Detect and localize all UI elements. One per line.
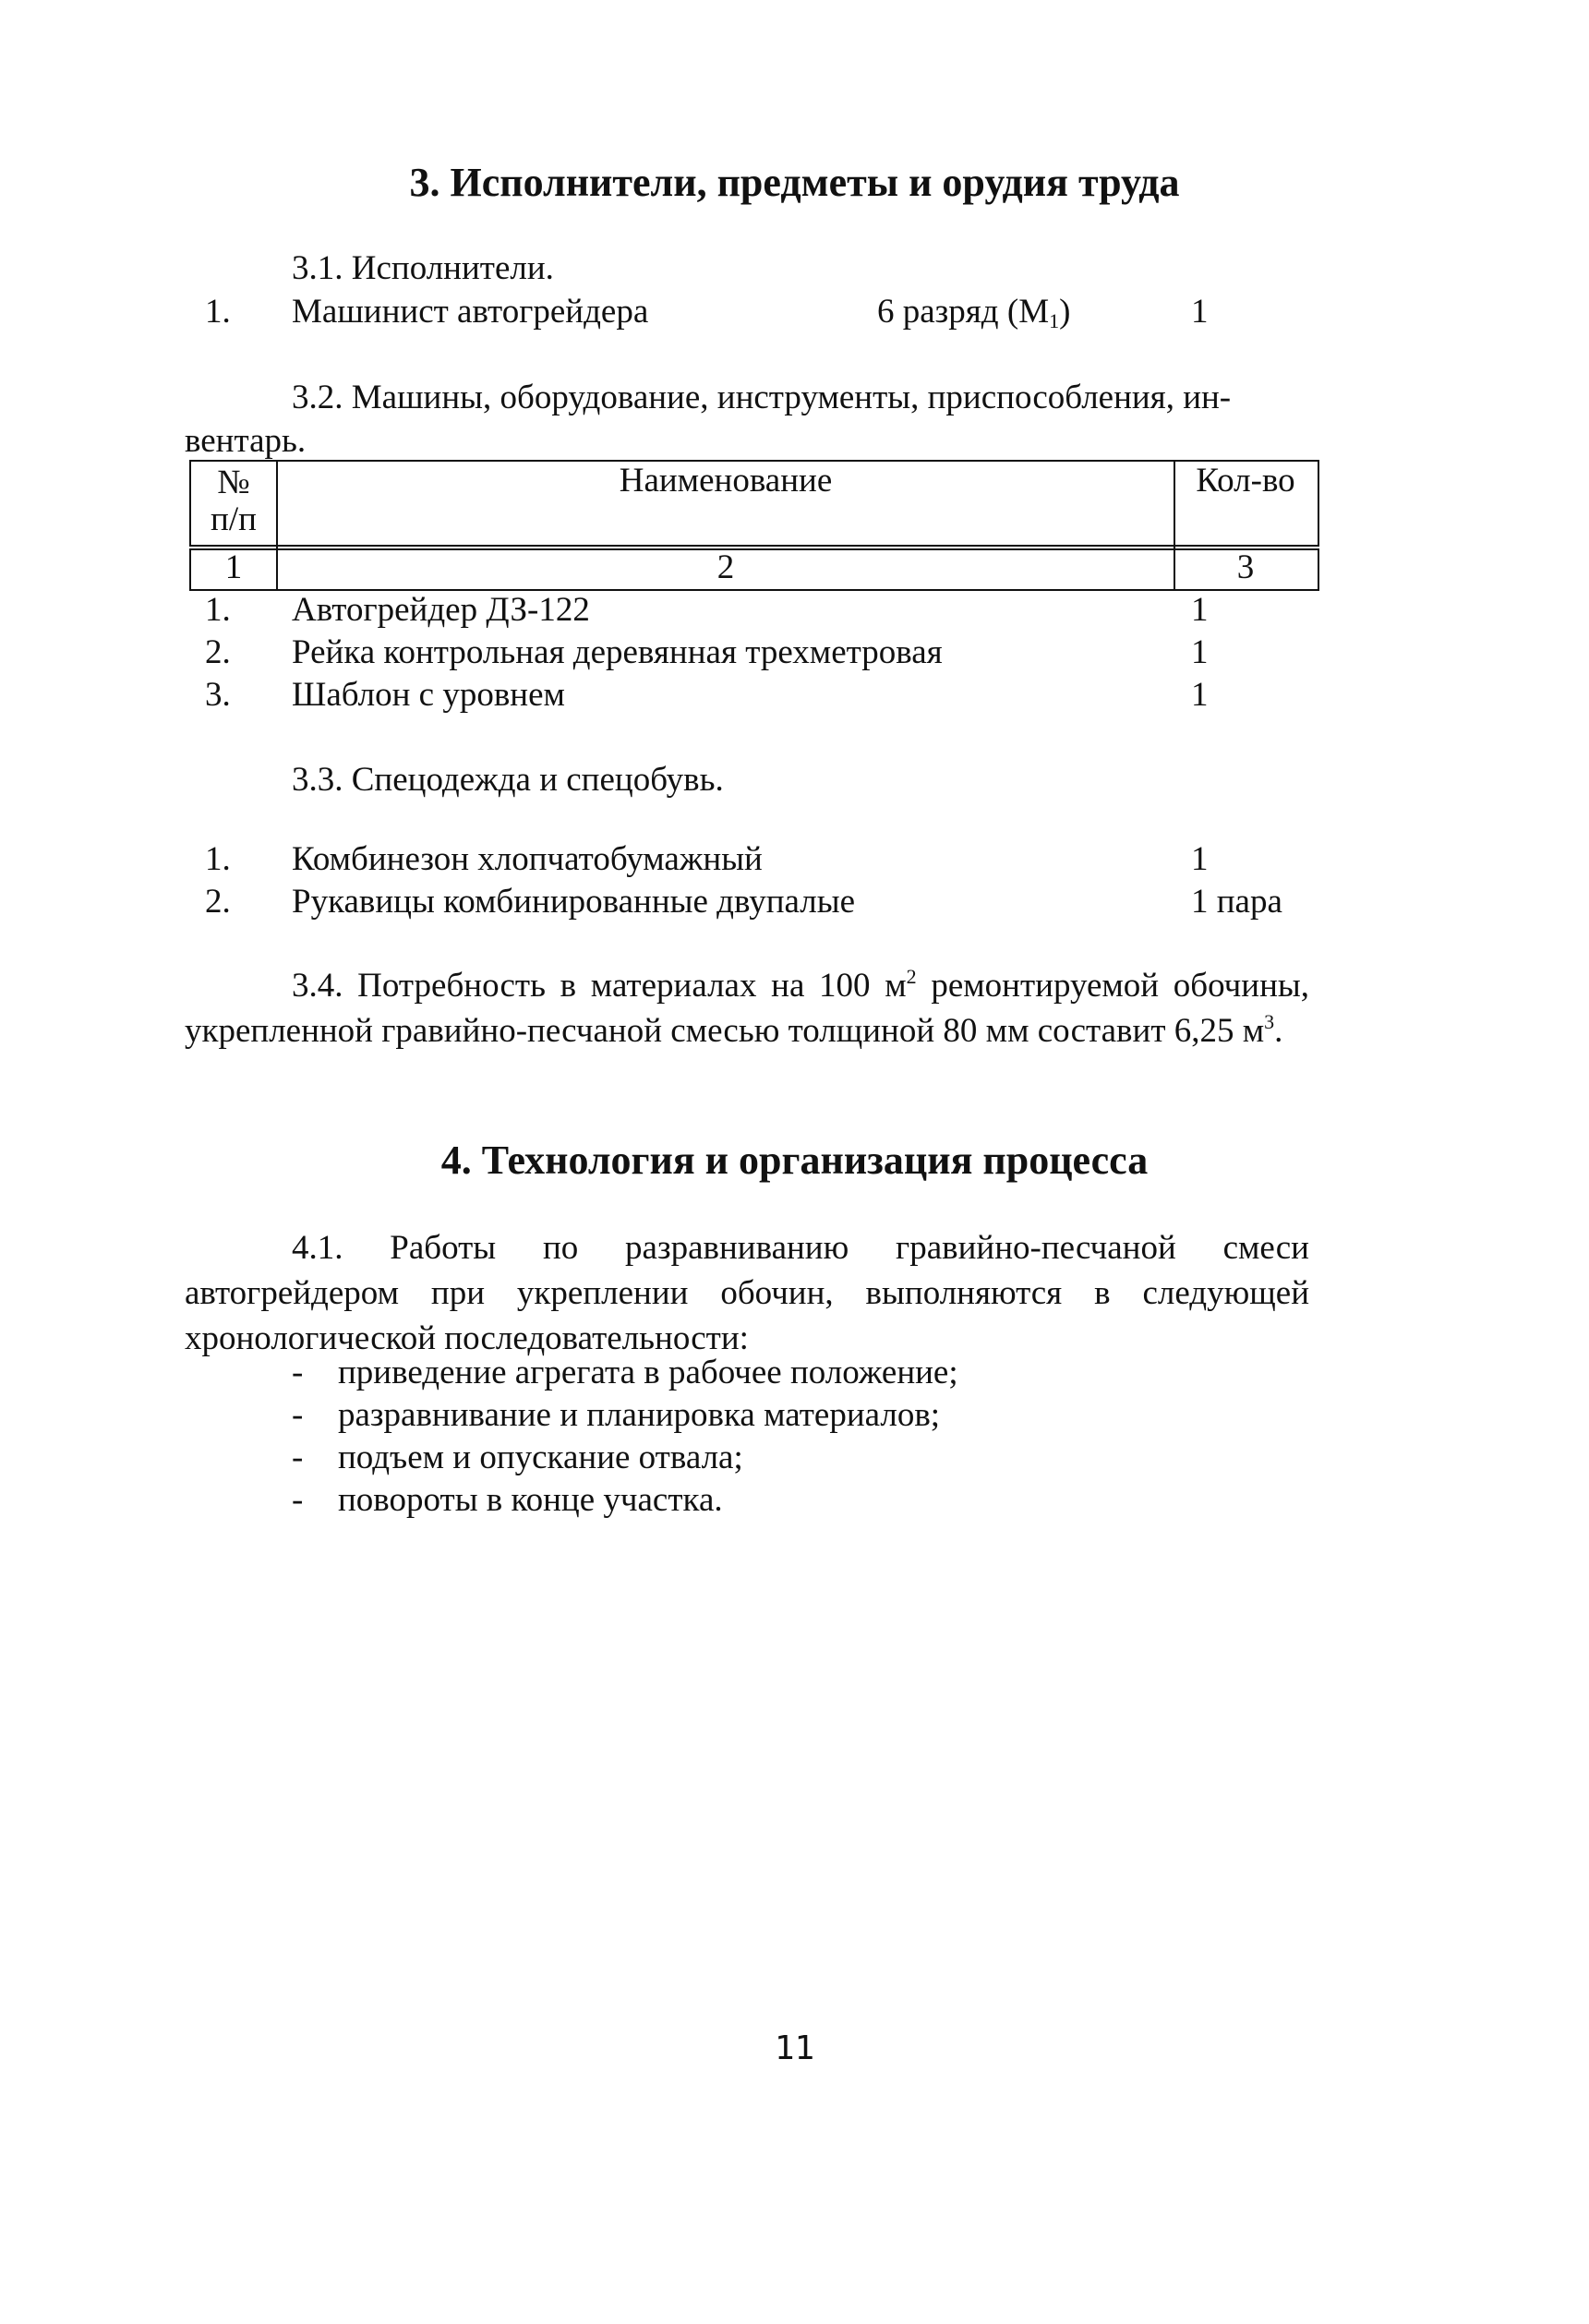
- list-item: повороты в конце участка.: [338, 1481, 723, 1519]
- row-name: Машинист автогрейдера: [292, 293, 649, 331]
- row-quantity: 1: [1191, 293, 1209, 331]
- list-item: подъем и опускание отвала;: [338, 1439, 743, 1476]
- row-quantity: 1: [1191, 840, 1209, 878]
- row-quantity: 1: [1191, 591, 1209, 629]
- list-item: разравнивание и планировка материалов;: [338, 1396, 941, 1434]
- subsection-3-2-label-line1: 3.2. Машины, оборудование, инструменты, приспособления, ин-: [292, 379, 1232, 416]
- row-number: 3.: [205, 676, 231, 714]
- subsection-3-2-label-line2: вентарь.: [185, 422, 307, 460]
- row-number: 1.: [205, 591, 231, 629]
- row-quantity: 1: [1191, 676, 1209, 714]
- section-4-title: 4. Технология и организация процесса: [440, 1138, 1149, 1183]
- table-header-qty: Кол-во: [1196, 462, 1295, 500]
- row-quantity: 1 пара: [1191, 883, 1282, 921]
- page-number: 11: [774, 2029, 815, 2067]
- table-header-num-line2: п/п: [211, 500, 257, 538]
- table-index-cell: 2: [716, 548, 735, 586]
- list-item: приведение агрегата в рабочее положение;: [338, 1354, 958, 1391]
- bullet-marker: -: [292, 1439, 304, 1476]
- row-name: Рукавицы комбинированные двупалые: [292, 883, 855, 921]
- row-name: Шаблон с уровнем: [292, 676, 565, 714]
- table-index-cell: 3: [1236, 548, 1255, 586]
- row-number: 1.: [205, 840, 231, 878]
- row-name: Комбинезон хлопчатобумажный: [292, 840, 763, 878]
- row-name: Рейка контрольная деревянная трехметровая: [292, 633, 943, 671]
- bullet-marker: -: [292, 1396, 304, 1434]
- bullet-marker: -: [292, 1481, 304, 1519]
- subsection-3-4-paragraph: 3.4. Потребность в материалах на 100 $м^2$ ремонтируемой обочины, укрепленной гравийно-песчаной смесью толщиной 80 мм составит 6,25 $м^3$.: [185, 965, 1309, 1050]
- row-number: 2.: [205, 633, 231, 671]
- table-index-cell: 1: [224, 548, 243, 586]
- subsection-3-3-label: 3.3. Спецодежда и спецобувь.: [292, 761, 724, 799]
- table-header-name: Наименование: [619, 462, 833, 500]
- row-name: Автогрейдер ДЗ-122: [292, 591, 590, 629]
- subsection-4-1-paragraph: 4.1. Работы по разравниванию гравийно-песчаной смеси автогрейдером при укреплении обочин, выполняются в следующей хронологической последовательности:: [185, 1229, 1309, 1357]
- bullet-marker: -: [292, 1354, 304, 1391]
- row-quantity: 1: [1191, 633, 1209, 671]
- section-3-title: 3. Исполнители, предметы и орудия труда: [409, 160, 1180, 205]
- row-number: 2.: [205, 883, 231, 921]
- row-grade: 6 разряд $(М_1)$: [877, 293, 1071, 332]
- row-number: 1.: [205, 293, 231, 331]
- subsection-3-1-label: 3.1. Исполнители.: [292, 249, 554, 287]
- table-header-num: №: [217, 464, 250, 501]
